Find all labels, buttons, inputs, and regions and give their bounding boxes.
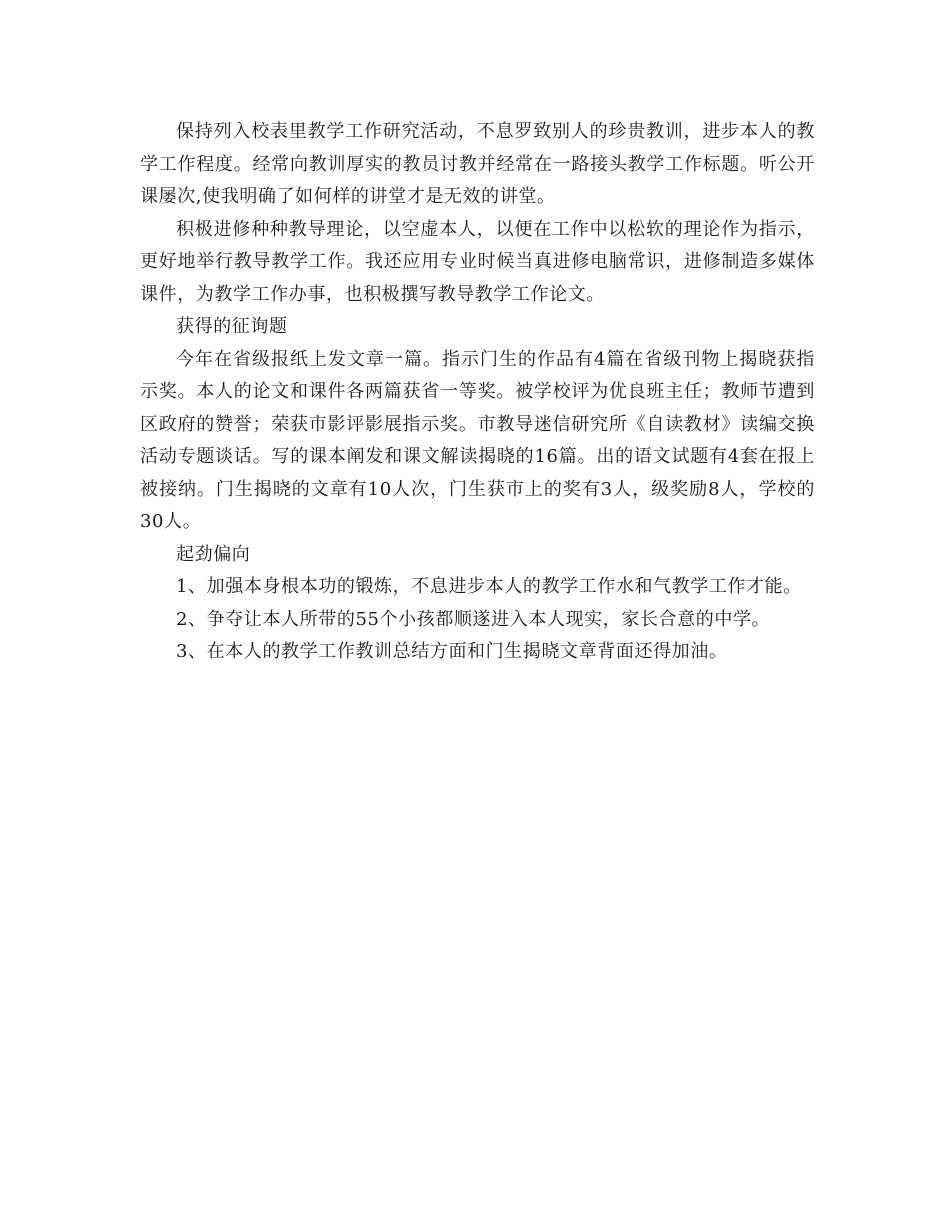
section-heading-direction: 起劲偏向: [176, 543, 251, 565]
list-item-goal-2: 2、争夺让本人所带的55个小孩都顺遂进入本人现实，家长合意的中学。: [176, 608, 771, 630]
paragraph-teaching-research: 保持列入校表里教学工作研究活动，不息罗致别人的珍贵教训，进步本人的教学工作程度。经常向教训厚实的教员讨教并经常在一路接头教学工作标题。听公开课屡次,使我明确了如何样的讲堂才是无效的讲堂。: [140, 121, 815, 207]
document-body: [140, 116, 815, 669]
paragraph-achievements: 今年在省级报纸上发文章一篇。指示门生的作品有4篇在省级刊物上揭晓获指示奖。本人的论文和课件各两篇获省一等奖。被学校评为优良班主任；教师节遭到区政府的赞誉；荣获市影评影展指示奖。市教导迷信研究所《自读教材》读编交换活动专题谈话。写的课本阐发和课文解读揭晓的16篇。出的语文试题有4套在报上被接纳。门生揭晓的文章有10人次，门生获市上的奖有3人，级奖励8人，学校的30人。: [140, 348, 815, 532]
paragraph-theory-study: 积极进修种种教导理论，以空虚本人，以便在工作中以松软的理论作为指示，更好地举行教导教学工作。我还应用专业时候当真进修电脑常识，进修制造多媒体课件，为教学工作办事，也积极撰写教导教学工作论文。: [140, 218, 815, 305]
section-heading-problems: 获得的征询题: [176, 316, 288, 337]
list-item-goal-1: 1、加强本身根本功的锻炼，不息进步本人的教学工作水和气教学工作才能。: [176, 576, 802, 597]
list-item-goal-3: 3、在本人的教学工作教训总结方面和门生揭晓文章背面还得加油。: [176, 641, 728, 662]
